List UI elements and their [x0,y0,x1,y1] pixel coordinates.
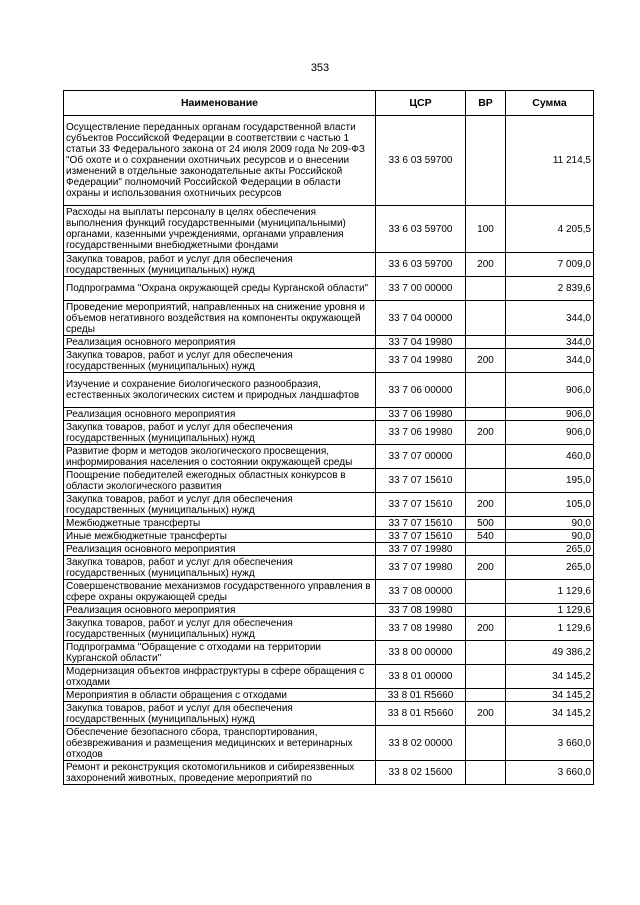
row-sum: 90,0 [506,517,594,530]
table-row [64,665,594,689]
row-csr: 33 8 02 15600 [376,761,466,785]
row-vr [466,641,506,665]
row-sum: 906,0 [506,373,594,408]
header-row [64,91,594,116]
table-row [64,277,594,301]
row-sum: 7 009,0 [506,253,594,277]
row-name: Развитие форм и методов экологического просвещения, информирования населения о состоянии окружающей среды [64,445,376,469]
row-sum: 344,0 [506,301,594,336]
row-vr: 200 [466,493,506,517]
row-name: Иные межбюджетные трансферты [64,530,376,543]
row-name: Закупка товаров, работ и услуг для обеспечения государственных (муниципальных) нужд [64,493,376,517]
row-name: Поощрение победителей ежегодных областных конкурсов в области экологического развития [64,469,376,493]
row-name: Закупка товаров, работ и услуг для обеспечения государственных (муниципальных) нужд [64,556,376,580]
row-name: Модернизация объектов инфраструктуры в сфере обращения с отходами [64,665,376,689]
row-vr [466,336,506,349]
row-csr: 33 6 03 59700 [376,253,466,277]
row-name: Подпрограмма "Обращение с отходами на территории Курганской области" [64,641,376,665]
row-csr: 33 7 08 19980 [376,617,466,641]
row-name: Закупка товаров, работ и услуг для обеспечения государственных (муниципальных) нужд [64,702,376,726]
row-sum: 3 660,0 [506,726,594,761]
row-sum: 195,0 [506,469,594,493]
table-row [64,641,594,665]
row-sum: 90,0 [506,530,594,543]
row-csr: 33 7 07 15610 [376,530,466,543]
row-name: Реализация основного мероприятия [64,604,376,617]
row-vr [466,580,506,604]
row-csr: 33 7 08 00000 [376,580,466,604]
row-sum: 906,0 [506,408,594,421]
table-row [64,604,594,617]
row-vr [466,116,506,206]
row-vr: 200 [466,702,506,726]
row-vr: 200 [466,617,506,641]
table-row [64,349,594,373]
row-csr: 33 6 03 59700 [376,206,466,253]
row-sum: 34 145,2 [506,702,594,726]
row-name: Совершенствование механизмов государственного управления в сфере охраны окружающей среды [64,580,376,604]
row-sum: 4 205,5 [506,206,594,253]
row-vr [466,445,506,469]
row-csr: 33 8 02 00000 [376,726,466,761]
row-vr [466,604,506,617]
row-vr [466,543,506,556]
row-csr: 33 7 07 15610 [376,517,466,530]
table-row [64,445,594,469]
row-sum: 34 145,2 [506,665,594,689]
row-vr [466,726,506,761]
row-sum: 105,0 [506,493,594,517]
row-csr: 33 8 01 00000 [376,665,466,689]
row-csr: 33 7 08 19980 [376,604,466,617]
table-row [64,206,594,253]
row-sum: 265,0 [506,556,594,580]
row-name: Реализация основного мероприятия [64,408,376,421]
row-csr: 33 7 06 19980 [376,421,466,445]
table-row [64,689,594,702]
header-sum: Сумма [506,91,594,116]
table-row [64,373,594,408]
header-vr: ВР [466,91,506,116]
row-name: Осуществление переданных органам государственной власти субъектов Российской Федерации в соответствии с частью 1 статьи 33 Федерального закона от 24 июля 2009 года № 209-ФЗ "Об охоте и о сохранении охотничьих ресурсов и о внесении изменений в отдельные законодательные акты Российской Федерации" полномочий Российской Федерации в области охраны и использования охотничьих ресурсов [64,116,376,206]
row-vr [466,301,506,336]
row-vr [466,408,506,421]
row-sum: 344,0 [506,336,594,349]
table-body [64,116,594,785]
header-name: Наименование [64,91,376,116]
row-name: Межбюджетные трансферты [64,517,376,530]
row-csr: 33 7 00 00000 [376,277,466,301]
row-csr: 33 7 07 19980 [376,543,466,556]
row-csr: 33 7 04 19980 [376,349,466,373]
row-vr: 200 [466,253,506,277]
table-row [64,556,594,580]
table-row [64,301,594,336]
table-row [64,517,594,530]
row-csr: 33 7 06 19980 [376,408,466,421]
row-name: Расходы на выплаты персоналу в целях обеспечения выполнения функций государственными (муниципальными) органами, казенными учреждениями, органами управления государственными внебюджетными фондами [64,206,376,253]
row-vr: 200 [466,556,506,580]
row-csr: 33 8 01 R5660 [376,689,466,702]
table-row [64,726,594,761]
table-row [64,493,594,517]
row-name: Мероприятия в области обращения с отходами [64,689,376,702]
table-row [64,543,594,556]
row-sum: 3 660,0 [506,761,594,785]
table-row [64,469,594,493]
row-vr [466,373,506,408]
row-name: Проведение мероприятий, направленных на снижение уровня и объемов негативного воздействия на компоненты окружающей среды [64,301,376,336]
row-name: Обеспечение безопасного сбора, транспортирования, обезвреживания и размещения медицинских и ветеринарных отходов [64,726,376,761]
row-name: Закупка товаров, работ и услуг для обеспечения государственных (муниципальных) нужд [64,617,376,641]
table-row [64,580,594,604]
row-csr: 33 7 04 19980 [376,336,466,349]
row-csr: 33 7 07 15610 [376,469,466,493]
table-row [64,702,594,726]
row-csr: 33 7 07 00000 [376,445,466,469]
row-name: Реализация основного мероприятия [64,543,376,556]
row-vr [466,665,506,689]
row-vr: 500 [466,517,506,530]
row-vr [466,761,506,785]
row-vr: 200 [466,421,506,445]
row-name: Закупка товаров, работ и услуг для обеспечения государственных (муниципальных) нужд [64,349,376,373]
row-sum: 460,0 [506,445,594,469]
row-name: Ремонт и реконструкция скотомогильников и сибиреязвенных захоронений животных, проведение мероприятий по [64,761,376,785]
row-sum: 1 129,6 [506,617,594,641]
budget-table [63,90,594,785]
row-name: Изучение и сохранение биологического разнообразия, естественных экологических систем и природных ландшафтов [64,373,376,408]
table-row [64,116,594,206]
row-csr: 33 8 01 R5660 [376,702,466,726]
row-csr: 33 7 07 15610 [376,493,466,517]
row-name: Закупка товаров, работ и услуг для обеспечения государственных (муниципальных) нужд [64,421,376,445]
table-row [64,761,594,785]
row-sum: 2 839,6 [506,277,594,301]
row-sum: 1 129,6 [506,604,594,617]
row-vr: 200 [466,349,506,373]
row-csr: 33 7 07 19980 [376,556,466,580]
row-name: Подпрограмма "Охрана окружающей среды Курганской области" [64,277,376,301]
row-sum: 11 214,5 [506,116,594,206]
table-row [64,421,594,445]
row-csr: 33 7 04 00000 [376,301,466,336]
row-vr [466,469,506,493]
table-row [64,336,594,349]
table-row [64,408,594,421]
row-csr: 33 8 00 00000 [376,641,466,665]
row-vr: 540 [466,530,506,543]
row-csr: 33 6 03 59700 [376,116,466,206]
row-sum: 906,0 [506,421,594,445]
row-csr: 33 7 06 00000 [376,373,466,408]
row-name: Закупка товаров, работ и услуг для обеспечения государственных (муниципальных) нужд [64,253,376,277]
row-sum: 265,0 [506,543,594,556]
row-sum: 344,0 [506,349,594,373]
row-vr [466,689,506,702]
page-number: 353 [310,62,330,74]
row-sum: 34 145,2 [506,689,594,702]
row-name: Реализация основного мероприятия [64,336,376,349]
table-row [64,530,594,543]
header-csr: ЦСР [376,91,466,116]
table-row [64,253,594,277]
row-vr [466,277,506,301]
table-header [64,91,594,116]
row-sum: 1 129,6 [506,580,594,604]
row-vr: 100 [466,206,506,253]
row-sum: 49 386,2 [506,641,594,665]
table-row [64,617,594,641]
